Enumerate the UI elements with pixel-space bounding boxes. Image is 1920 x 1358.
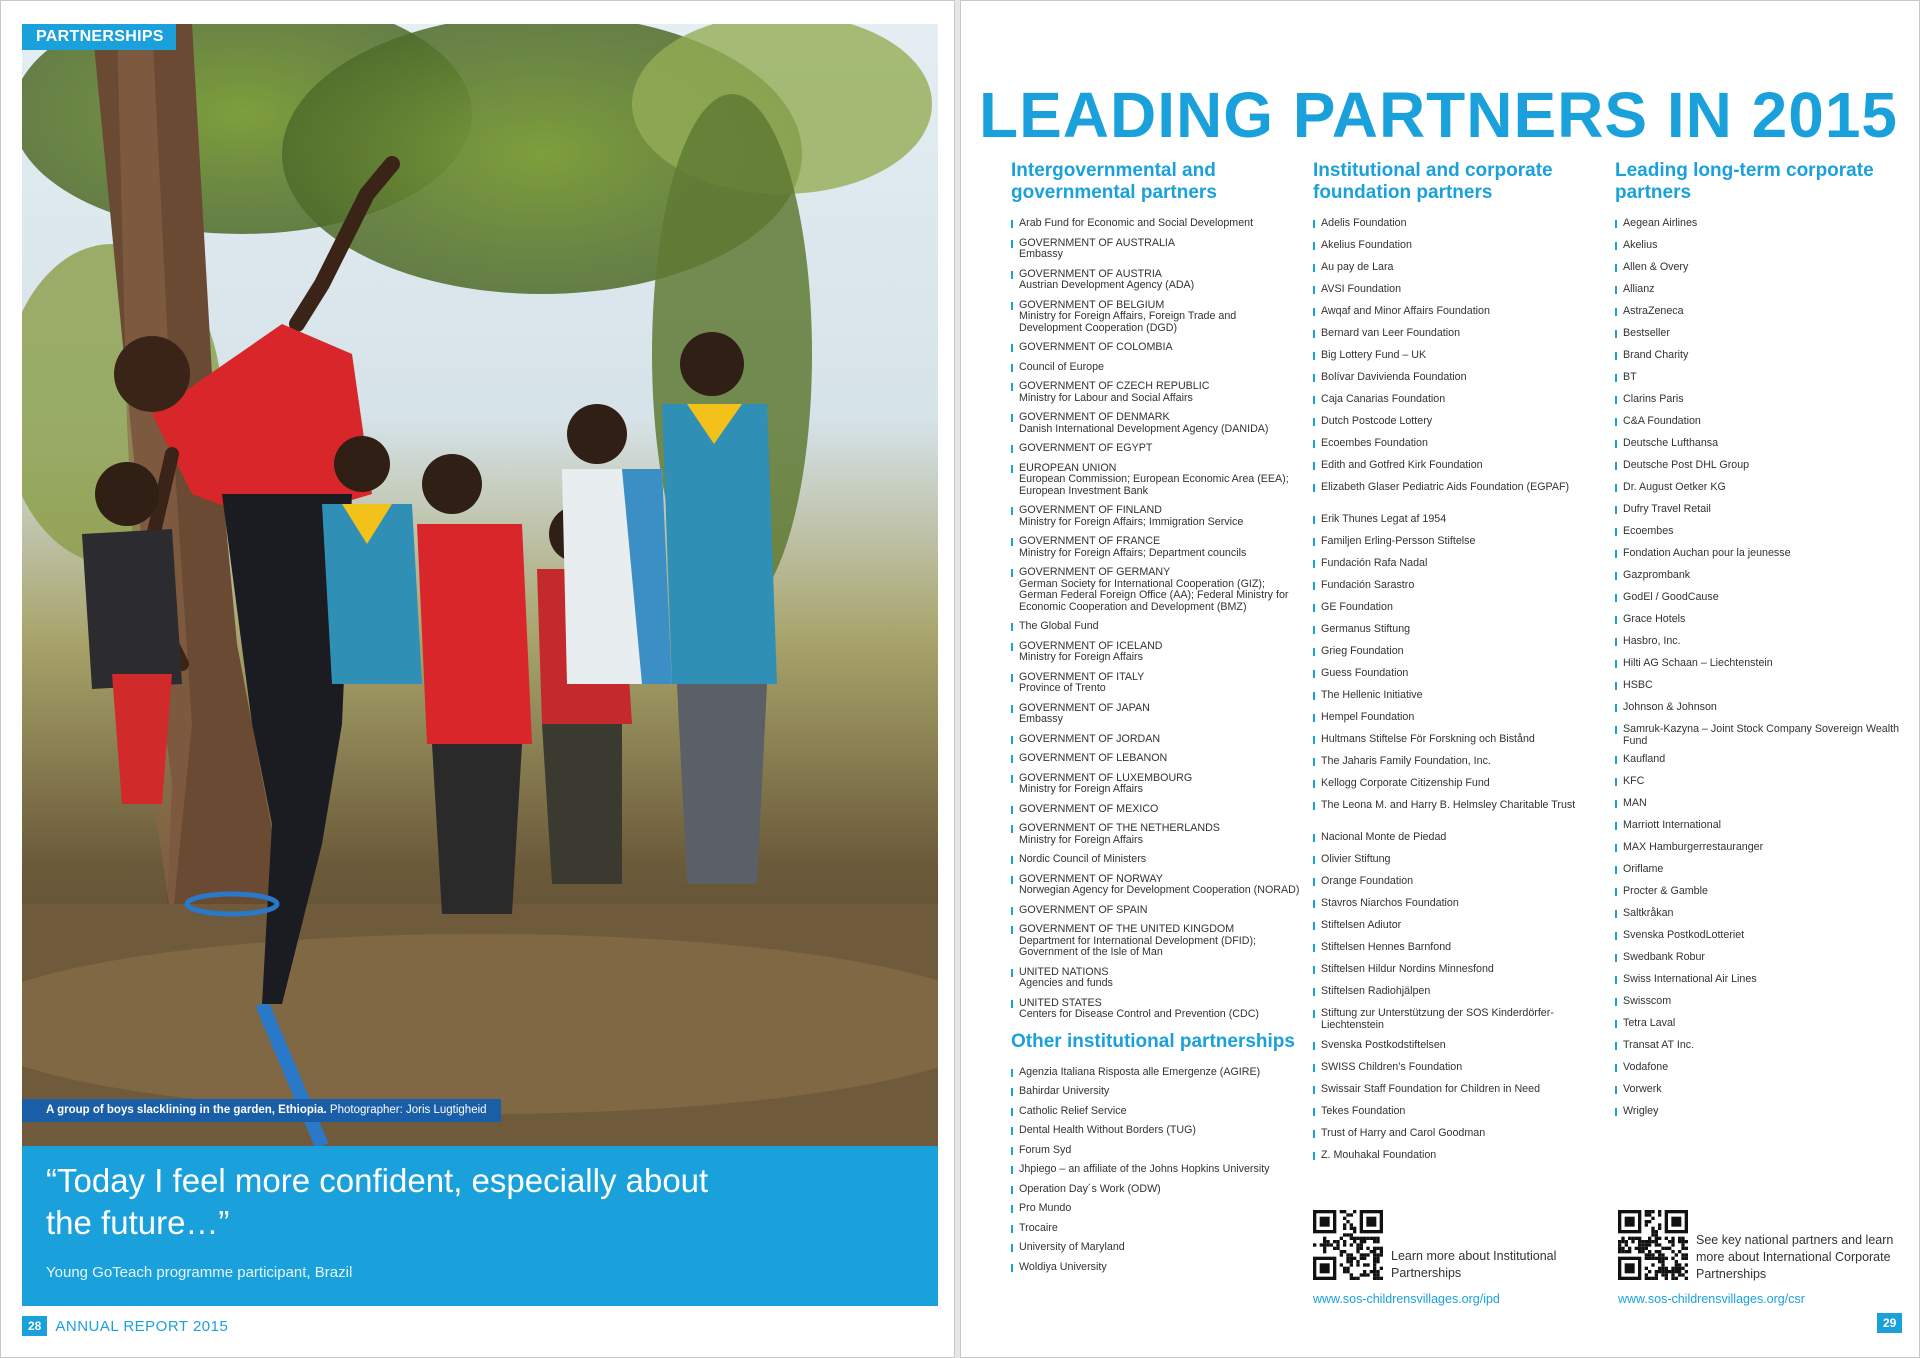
list-item: Stiftelsen Hennes Barnfond: [1313, 942, 1603, 957]
partner-name: GOVERNMENT OF AUSTRALIA: [1019, 236, 1175, 249]
list-item: Transat AT Inc.: [1615, 1040, 1905, 1055]
list-item: Swisscom: [1615, 996, 1905, 1011]
heading-other-partnerships: Other institutional partnerships: [1011, 1030, 1295, 1052]
list-item: [1011, 300, 1301, 335]
foundation-partners-list: [1313, 218, 1603, 1165]
partner-name: GOVERNMENT OF GERMANY: [1019, 566, 1171, 578]
heading-foundation-partners: Institutional and corporate foundation partners: [1313, 160, 1553, 203]
list-item: [1011, 703, 1301, 726]
list-item: Bestseller: [1615, 328, 1905, 343]
partner-name: EUROPEAN UNION: [1019, 461, 1117, 474]
list-item: Stiftelsen Adiutor: [1313, 920, 1603, 935]
list-item: Fondation Auchan pour la jeunesse: [1615, 548, 1905, 563]
partner-detail: Ministry for Foreign Affairs, Foreign Trade and Development Cooperation (DGD): [1019, 310, 1237, 334]
caption-title: A group of boys slacklining in the garden, Ethiopia.: [46, 1104, 327, 1116]
list-item: [1011, 967, 1301, 990]
partner-detail: Centers for Disease Control and Prevention (CDC): [1019, 1008, 1259, 1020]
list-item: Procter & Gamble: [1615, 886, 1905, 901]
list-item: Erik Thunes Legat af 1954: [1313, 514, 1603, 529]
partner-detail: Ministry for Foreign Affairs; Immigration Service: [1019, 515, 1244, 528]
list-item: Hilti AG Schaan – Liechtenstein: [1615, 658, 1905, 673]
partner-detail: Ministry for Foreign Affairs: [1019, 783, 1143, 795]
partner-detail: Ministry for Labour and Social Affairs: [1019, 391, 1193, 404]
list-item: [1011, 238, 1301, 261]
partner-name: GOVERNMENT OF JORDAN: [1019, 732, 1161, 745]
column-foundation-partners: [1313, 160, 1603, 1172]
qr-text-institutional: Learn more about Institutional Partnerships: [1391, 1249, 1557, 1280]
partner-name: Arab Fund for Economic and Social Development: [1019, 217, 1254, 229]
list-item: Brand Charity: [1615, 350, 1905, 365]
list-item: [1011, 381, 1301, 404]
qr-code-icon[interactable]: [1313, 1210, 1383, 1280]
list-item: [1011, 641, 1301, 664]
partner-name: GOVERNMENT OF CZECH REPUBLIC: [1019, 380, 1210, 392]
list-item: [1011, 998, 1301, 1021]
partner-detail: Ministry for Foreign Affairs: [1019, 651, 1143, 663]
list-item: Hasbro, Inc.: [1615, 636, 1905, 651]
list-item: Au pay de Lara: [1313, 262, 1603, 277]
partner-name: GOVERNMENT OF AUSTRIA: [1019, 267, 1162, 280]
section-tag: PARTNERSHIPS: [22, 24, 176, 50]
list-item: Forum Syd: [1011, 1145, 1301, 1157]
list-item: [1011, 342, 1301, 354]
photo-caption: [22, 1099, 501, 1122]
partner-detail: Embassy: [1019, 248, 1063, 260]
list-item: Germanus Stiftung: [1313, 624, 1603, 639]
list-item: Awqaf and Minor Affairs Foundation: [1313, 306, 1603, 321]
list-item: Svenska PostkodLotteriet: [1615, 930, 1905, 945]
list-item: Stiftelsen Radiohjälpen: [1313, 986, 1603, 1001]
list-item: [1011, 443, 1301, 455]
heading-corporate-partners: Leading long-term corporate partners: [1615, 160, 1874, 203]
list-item: AVSI Foundation: [1313, 284, 1603, 299]
partner-name: GOVERNMENT OF COLOMBIA: [1019, 341, 1173, 353]
list-item: Oriflame: [1615, 864, 1905, 879]
list-item: [1011, 362, 1301, 374]
list-item: The Leona M. and Harry B. Helmsley Charitable Trust: [1313, 800, 1603, 827]
list-item: Guess Foundation: [1313, 668, 1603, 683]
pull-quote: “Today I feel more confident, especially about the future…”: [46, 1162, 709, 1241]
list-item: Akelius: [1615, 240, 1905, 255]
list-item: Tekes Foundation: [1313, 1106, 1603, 1121]
list-item: Swedbank Robur: [1615, 952, 1905, 967]
list-item: Kellogg Corporate Citizenship Fund: [1313, 778, 1603, 793]
partner-name: GOVERNMENT OF MEXICO: [1019, 802, 1159, 815]
list-item: [1011, 854, 1301, 866]
list-item: Big Lottery Fund – UK: [1313, 350, 1603, 365]
list-item: [1011, 753, 1301, 765]
corporate-partners-list: [1615, 218, 1905, 1121]
list-item: Stiftung zur Unterstützung der SOS Kinderdörfer-Liechtenstein: [1313, 1008, 1603, 1035]
partner-name: GOVERNMENT OF LUXEMBOURG: [1019, 771, 1193, 784]
list-item: Allen & Overy: [1615, 262, 1905, 277]
list-item: Marriott International: [1615, 820, 1905, 835]
partner-name: GOVERNMENT OF DENMARK: [1019, 411, 1170, 423]
partner-detail: Department for International Development (DFID); Government of the Isle of Man: [1019, 934, 1257, 958]
partner-name: UNITED NATIONS: [1019, 965, 1109, 978]
list-item: [1011, 672, 1301, 695]
list-item: [1011, 621, 1301, 633]
list-item: Grace Hotels: [1615, 614, 1905, 629]
list-item: [1011, 567, 1301, 613]
list-item: AstraZeneca: [1615, 306, 1905, 321]
partner-name: GOVERNMENT OF FRANCE: [1019, 535, 1161, 547]
list-item: [1011, 773, 1301, 796]
list-item: Jhpiego – an affiliate of the Johns Hopkins University: [1011, 1164, 1301, 1176]
list-item: Edith and Gotfred Kirk Foundation: [1313, 460, 1603, 475]
list-item: Trust of Harry and Carol Goodman: [1313, 1128, 1603, 1143]
partner-name: GOVERNMENT OF THE NETHERLANDS: [1019, 822, 1220, 834]
partner-name: GOVERNMENT OF ITALY: [1019, 670, 1145, 683]
list-item: [1011, 874, 1301, 897]
quote-band: [22, 1146, 938, 1306]
list-item: [1011, 905, 1301, 917]
list-item: Ecoembes Foundation: [1313, 438, 1603, 453]
list-item: Hultmans Stiftelse För Forskning och Bistånd: [1313, 734, 1603, 749]
list-item: Vorwerk: [1615, 1084, 1905, 1099]
partner-detail: Austrian Development Agency (ADA): [1019, 279, 1195, 291]
list-item: Tetra Laval: [1615, 1018, 1905, 1033]
qr-block-institutional[interactable]: [1313, 1210, 1557, 1306]
list-item: Caja Canarias Foundation: [1313, 394, 1603, 409]
list-item: SWISS Children’s Foundation: [1313, 1062, 1603, 1077]
list-item: Bahirdar University: [1011, 1086, 1301, 1098]
list-item: Stavros Niarchos Foundation: [1313, 898, 1603, 913]
list-item: Agenzia Italiana Risposta alle Emergenze (AGIRE): [1011, 1067, 1301, 1079]
list-item: [1011, 804, 1301, 816]
partner-name: UNITED STATES: [1019, 996, 1102, 1009]
list-item: [1011, 505, 1301, 528]
list-item: Kaufland: [1615, 754, 1905, 769]
list-item: Ecoembes: [1615, 526, 1905, 541]
list-item: Wrigley: [1615, 1106, 1905, 1121]
list-item: Dental Health Without Borders (TUG): [1011, 1125, 1301, 1137]
column-governmental-partners: [1011, 160, 1301, 1281]
list-item: Clarins Paris: [1615, 394, 1905, 409]
partner-name: Nordic Council of Ministers: [1019, 853, 1147, 865]
partner-detail: European Commission; European Economic Area (EEA); European Investment Bank: [1019, 473, 1289, 497]
list-item: GodEl / GoodCause: [1615, 592, 1905, 607]
list-item: Nacional Monte de Piedad: [1313, 832, 1603, 847]
list-item: Saltkråkan: [1615, 908, 1905, 923]
partner-detail: Province of Trento: [1019, 682, 1106, 694]
list-item: [1011, 412, 1301, 435]
list-item: MAX Hamburgerrestauranger: [1615, 842, 1905, 857]
list-item: Deutsche Post DHL Group: [1615, 460, 1905, 475]
partner-name: GOVERNMENT OF BELGIUM: [1019, 298, 1165, 311]
left-footer: [22, 1316, 228, 1336]
list-item: Fundación Rafa Nadal: [1313, 558, 1603, 573]
list-item: Vodafone: [1615, 1062, 1905, 1077]
list-item: Dr. August Oetker KG: [1615, 482, 1905, 497]
list-item: Bolívar Davivienda Foundation: [1313, 372, 1603, 387]
photo-boys-slacklining: [22, 24, 938, 1146]
list-item: Catholic Relief Service: [1011, 1106, 1301, 1118]
list-item: C&A Foundation: [1615, 416, 1905, 431]
report-label: ANNUAL REPORT 2015: [55, 1317, 229, 1335]
list-item: [1011, 823, 1301, 846]
list-item: Z. Mouhakal Foundation: [1313, 1150, 1603, 1165]
partner-detail: Ministry for Foreign Affairs: [1019, 833, 1143, 846]
list-item: Hempel Foundation: [1313, 712, 1603, 727]
list-item: Operation Day´s Work (ODW): [1011, 1184, 1301, 1196]
photo-illustration: [22, 24, 938, 1146]
partner-detail: Agencies and funds: [1019, 977, 1113, 989]
quote-attribution: Young GoTeach programme participant, Brazil: [46, 1264, 353, 1281]
partner-detail: Ministry for Foreign Affairs; Department councils: [1019, 546, 1247, 559]
qr-block-corporate[interactable]: [1618, 1210, 1894, 1306]
partner-name: GOVERNMENT OF EGYPT: [1019, 442, 1153, 454]
caption-credit: Photographer: Joris Lugtigheid: [329, 1104, 487, 1116]
list-item: Bernard van Leer Foundation: [1313, 328, 1603, 343]
list-item: Olivier Stiftung: [1313, 854, 1603, 869]
link-corporate[interactable]: www.sos-childrensvillages.org/csr: [1618, 1292, 1805, 1306]
list-item: BT: [1615, 372, 1905, 387]
link-institutional[interactable]: www.sos-childrensvillages.org/ipd: [1313, 1292, 1500, 1306]
list-item: Akelius Foundation: [1313, 240, 1603, 255]
list-item: Trocaire: [1011, 1223, 1301, 1235]
list-item: Gazprombank: [1615, 570, 1905, 585]
partner-detail: German Society for International Cooperation (GIZ); German Federal Foreign Office (AA); Federal Ministry for Economic Cooperation and Development (BMZ): [1019, 577, 1289, 613]
list-item: Svenska Postkodstiftelsen: [1313, 1040, 1603, 1055]
list-item: HSBC: [1615, 680, 1905, 695]
partner-detail: Norwegian Agency for Development Cooperation (NORAD): [1019, 884, 1300, 896]
list-item: The Jaharis Family Foundation, Inc.: [1313, 756, 1603, 771]
list-item: [1011, 463, 1301, 498]
list-item: Aegean Airlines: [1615, 218, 1905, 233]
list-item: Dufry Travel Retail: [1615, 504, 1905, 519]
list-item: [1011, 734, 1301, 746]
qr-code-icon[interactable]: [1618, 1210, 1688, 1280]
list-item: The Hellenic Initiative: [1313, 690, 1603, 705]
partner-name: GOVERNMENT OF FINLAND: [1019, 504, 1162, 516]
list-item: Orange Foundation: [1313, 876, 1603, 891]
partner-name: GOVERNMENT OF THE UNITED KINGDOM: [1019, 923, 1235, 935]
list-item: MAN: [1615, 798, 1905, 813]
list-item: Dutch Postcode Lottery: [1313, 416, 1603, 431]
list-item: Allianz: [1615, 284, 1905, 299]
list-item: [1011, 924, 1301, 959]
heading-governmental-partners: Intergovernmental and governmental partners: [1011, 160, 1217, 203]
partner-name: Council of Europe: [1019, 360, 1104, 373]
list-item: Pro Mundo: [1011, 1203, 1301, 1215]
partner-name: The Global Fund: [1019, 620, 1099, 632]
partner-name: GOVERNMENT OF LEBANON: [1019, 752, 1168, 764]
governmental-partners-list: [1011, 218, 1301, 1021]
partner-name: GOVERNMENT OF ICELAND: [1019, 639, 1163, 652]
page-number-right: 29: [1877, 1313, 1902, 1333]
list-item: Samruk-Kazyna – Joint Stock Company Sovereign Wealth Fund: [1615, 724, 1905, 751]
qr-text-corporate: See key national partners and learn more about International Corporate Partnerships: [1696, 1233, 1894, 1281]
list-item: Familjen Erling-Persson Stiftelse: [1313, 536, 1603, 551]
list-item: Deutsche Lufthansa: [1615, 438, 1905, 453]
list-item: KFC: [1615, 776, 1905, 791]
list-item: Woldiya University: [1011, 1262, 1301, 1274]
list-item: Fundación Sarastro: [1313, 580, 1603, 595]
list-item: [1011, 536, 1301, 559]
list-item: Swissair Staff Foundation for Children in Need: [1313, 1084, 1603, 1099]
list-item: Stiftelsen Hildur Nordins Minnesfond: [1313, 964, 1603, 979]
list-item: University of Maryland: [1011, 1242, 1301, 1254]
list-item: Swiss International Air Lines: [1615, 974, 1905, 989]
list-item: Grieg Foundation: [1313, 646, 1603, 661]
list-item: Adelis Foundation: [1313, 218, 1603, 233]
page-title: LEADING PARTNERS IN 2015: [979, 79, 1898, 151]
partner-name: GOVERNMENT OF JAPAN: [1019, 701, 1150, 714]
partner-detail: Danish International Development Agency (DANIDA): [1019, 422, 1269, 435]
partner-name: GOVERNMENT OF SPAIN: [1019, 903, 1148, 916]
list-item: Elizabeth Glaser Pediatric Aids Foundation (EGPAF): [1313, 482, 1603, 509]
list-item: Johnson & Johnson: [1615, 702, 1905, 717]
other-partnerships-list: [1011, 1067, 1301, 1274]
page-number-left: 28: [22, 1316, 47, 1336]
list-item: GE Foundation: [1313, 602, 1603, 617]
list-item: [1011, 218, 1301, 230]
column-corporate-partners: [1615, 160, 1905, 1128]
partner-detail: Embassy: [1019, 713, 1063, 725]
list-item: [1011, 269, 1301, 292]
partner-name: GOVERNMENT OF NORWAY: [1019, 872, 1163, 885]
